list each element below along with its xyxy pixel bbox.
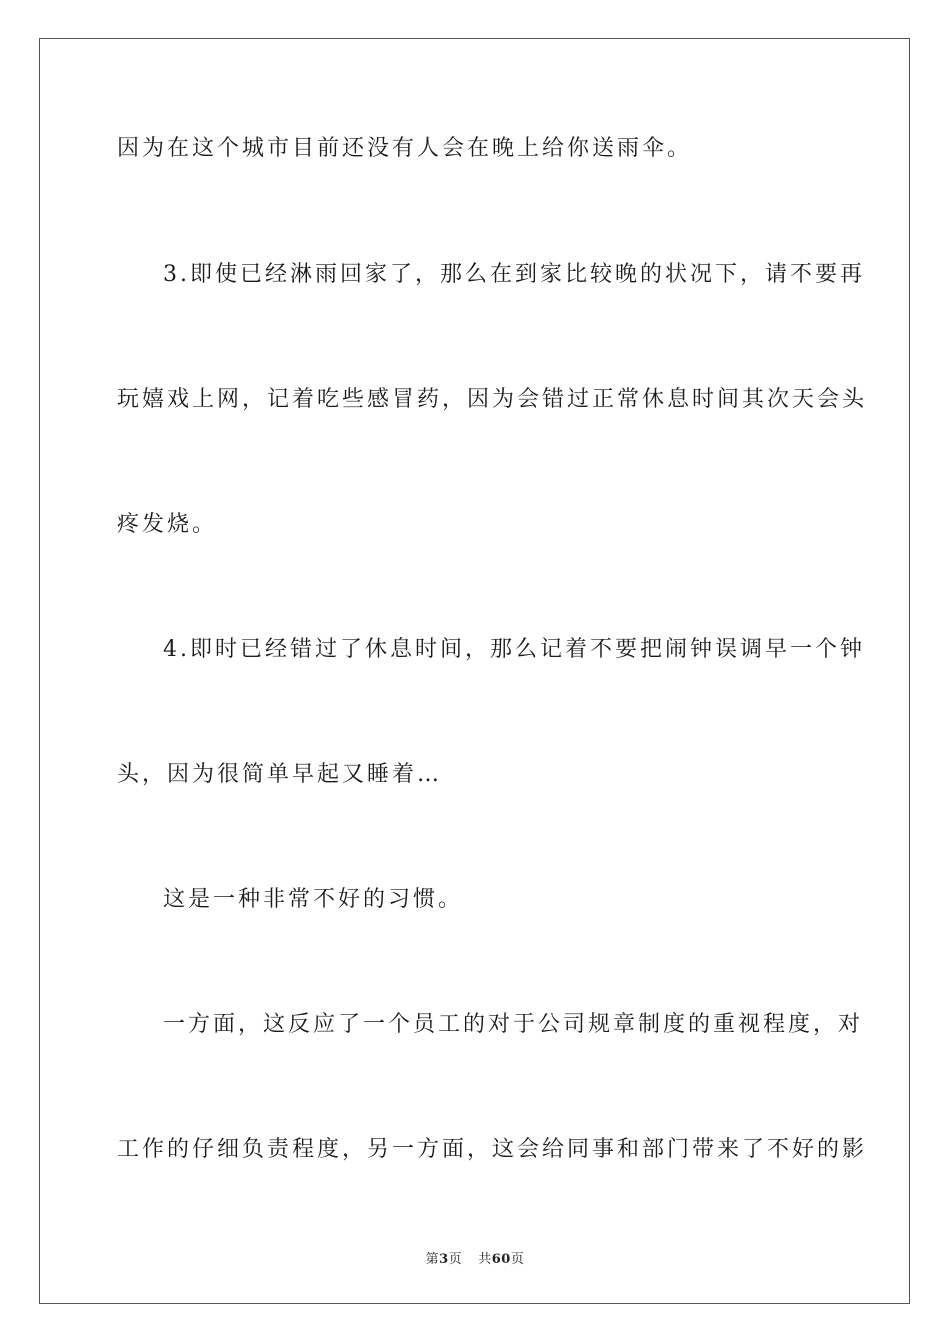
text-line-8: 一方面，这反应了一个员工的对于公司规章制度的重视程度，对 [163, 1012, 864, 1037]
page-footer [0, 1248, 950, 1267]
total-suffix: 页 [510, 1252, 525, 1267]
text-line-3: 玩嬉戏上网，记着吃些感冒药，因为会错过正常休息时间其次天会头 [117, 387, 868, 412]
page-suffix: 页 [448, 1252, 463, 1267]
text-line-6: 头，因为很简单早起又睡着… [117, 762, 443, 787]
page-number: 3 [439, 1252, 449, 1267]
text-line-1: 因为在这个城市目前还没有人会在晚上给你送雨伞。 [117, 136, 693, 161]
text-line-5: 4.即时已经错过了休息时间，那么记着不要把闹钟误调早一个钟 [163, 637, 865, 662]
total-pages: 60 [491, 1252, 511, 1267]
text-line-2: 3.即使已经淋雨回家了，那么在到家比较晚的状况下，请不要再 [163, 262, 865, 287]
page-prefix: 第 [425, 1252, 440, 1267]
page-border [39, 38, 910, 1304]
total-prefix: 共 [478, 1252, 492, 1267]
text-line-4: 疼发烧。 [117, 512, 218, 537]
text-line-7: 这是一种非常不好的习惯。 [163, 887, 464, 912]
text-line-9: 工作的仔细负责程度，另一方面，这会给同事和部门带来了不好的影 [117, 1137, 868, 1162]
